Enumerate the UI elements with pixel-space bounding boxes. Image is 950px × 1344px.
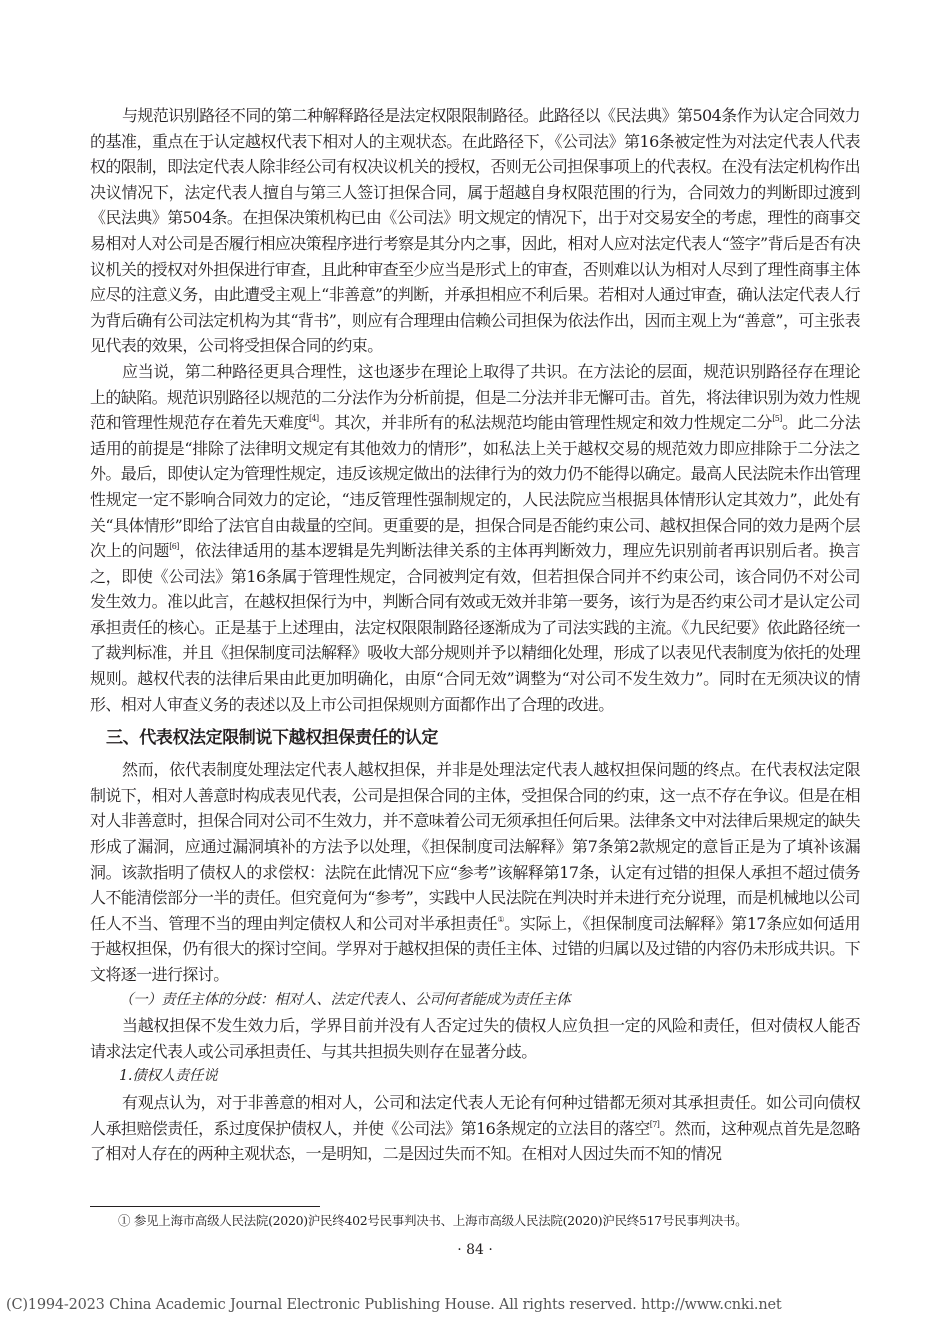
- citation-mark[interactable]: [5]: [772, 414, 782, 424]
- subsection-heading: （一）责任主体的分歧：相对人、法定代表人、公司何者能成为责任主体: [119, 991, 571, 1008]
- page-number: · 84 ·: [457, 1242, 493, 1258]
- paragraph: 当越权担保不发生效力后，学界目前并没有人否定过失的债权人应负担一定的风险和责任，但对债权人能否请求法定代表人或公司承担责任、与其共担损失则存在显著分歧。: [90, 1016, 860, 1061]
- paragraph: 应当说，第二种路径更具合理性，这也逐步在理论上取得了共识。在方法论的层面，规范识别路径存在理论上的缺陷。规范识别路径以规范的二分法作为分析前提，但是二分法并非无懈可击。首先，将法律识别为效力性规范和管理性规范存在着先天难度[4]。其次，并非所有的私法规范均能由管理性规定和效力性规定二分[5]。此二分法适用的前提是“排除了法律明文规定有其他效力的情形”，如私法上关于越权交易的规范效力即应排除于二分法之外。最后，即使认定为管理性规定，违反该规定做出的法律行为的效力仍不能得以确定。最高人民法院未作出管理性规定一定不影响合同效力的定论，“违反管理性强制规定的，人民法院应当根据具体情形认定其效力”，此处有关“具体情形”即给了法官自由裁量的空间。更重要的是，担保合同是否能约束公司、越权担保合同的效力是两个层次上的问题[6]，依法律适用的基本逻辑是先判断法律关系的主体再判断效力，理应先识别前者再识别后者。换言之，即使《公司法》第16条属于管理性规定，合同被判定有效，但若担保合同并不约束公司，该合同仍不对公司发生效力。准以此言，在越权担保行为中，判断合同有效或无效并非第一要务，该行为是否约束公司才是认定公司承担责任的核心。正是基于上述理由，法定权限限制路径逐渐成为了司法实践的主流。《九民纪要》依此路径统一了裁判标准，并且《担保制度司法解释》吸收大部分规则并予以精细化处理，形成了以表见代表制度为依托的处理规则。越权代表的法律后果由此更加明确化，由原“合同无效”调整为“对公司不发生效力”。同时在无须决议的情形、相对人审查义务的表述以及上市公司担保规则方面都作出了合理的改进。: [90, 361, 861, 714]
- citation-mark[interactable]: [6]: [169, 542, 179, 552]
- citation-mark[interactable]: [4]: [308, 414, 319, 424]
- section-heading: 三、代表权法定限制说下越权担保责任的认定: [106, 728, 438, 749]
- paragraph: 有观点认为，对于非善意的相对人，公司和法定代表人无论有何种过错都无须对其承担责任。如公司向债权人承担赔偿责任，系过度保护债权人，并使《公司法》第16条规定的立法目的落空[7]。然而，这种观点首先是忽略了相对人存在的两种主观状态，一是明知，二是因过失而不知。在相对人因过失而不知的情况: [90, 1092, 860, 1164]
- footnote-divider: [90, 1206, 320, 1207]
- citation-mark[interactable]: [7]: [649, 1119, 660, 1129]
- copyright-notice: (C)1994-2023 China Academic Journal Electronic Publishing House. All rights reserved. http://www.cnki.net: [6, 1297, 782, 1313]
- footnote-mark[interactable]: ①: [497, 914, 505, 924]
- paragraph: 然而，依代表制度处理法定代表人越权担保，并非是处理法定代表人越权担保问题的终点。在代表权法定限制说下，相对人善意时构成表见代表，公司是担保合同的主体，受担保合同的约束，这一点不存在争议。但是在相对人非善意时，担保合同对公司不生效力，并不意味着公司无须承担任何后果。法律条文中对法律后果规定的缺失形成了漏洞，应通过漏洞填补的方法予以处理，《担保制度司法解释》第7条第2款规定的意旨正是为了填补该漏洞。该款指明了债权人的求偿权：法院在此情况下应“参考”该解释第17条，认定有过错的担保人承担不超过债务人不能清偿部分一半的责任。但究竟何为“参考”，实践中人民法院在判决时并未进行充分说理，而是机械地以公司任人不当、管理不当的理由判定债权人和公司对半承担责任①。实际上，《担保制度司法解释》第17条应如何适用于越权担保，仍有很大的探讨空间。学界对于越权担保的责任主体、过错的归属以及过错的内容仍未形成共识。下文将逐一进行探讨。: [90, 760, 861, 984]
- footnote: ① 参见上海市高级人民法院(2020)沪民终402号民事判决书、上海市高级人民法院(2020)沪民终517号民事判决书。: [118, 1213, 748, 1228]
- paragraph: 与规范识别路径不同的第二种解释路径是法定权限限制路径。此路径以《民法典》第504条作为认定合同效力的基准，重点在于认定越权代表下相对人的主观状态。在此路径下，《公司法》第16条被定性为对法定代表人代表权的限制，即法定代表人除非经公司有权决议机关的授权，否则无公司担保事项上的代表权。在没有法定机构作出决议情况下，法定代表人擅自与第三人签订担保合同，属于超越自身权限范围的行为，合同效力的判断即过渡到《民法典》第504条。在担保决策机构已由《公司法》明文规定的情况下，出于对交易安全的考虑，理性的商事交易相对人对公司是否履行相应决策程序进行考察是其分内之事，因此，相对人应对法定代表人“签字”背后是否有决议机关的授权对外担保进行审查，且此种审查至少应当是形式上的审查，否则难以认为相对人尽到了理性商事主体应尽的注意义务，由此遭受主观上“非善意”的判断，并承担相应不利后果。若相对人通过审查，确认法定代表人行为背后确有公司法定机构为其“背书”，则应有合理理由信赖公司担保为依法作出，因而主观上为“善意”，可主张表见代表的效果，公司将受担保合同的约束。: [90, 106, 861, 356]
- subsection-heading: 1.债权人责任说: [119, 1068, 218, 1085]
- article-body: [90, 103, 860, 1167]
